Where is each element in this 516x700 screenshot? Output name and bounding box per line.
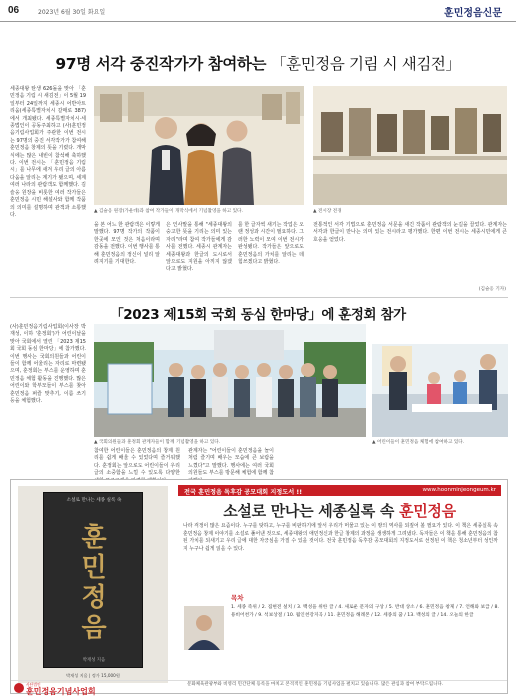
- exhibition-hall-illustration: [313, 86, 507, 205]
- ad-banner: [178, 485, 501, 496]
- author-photo: [184, 606, 224, 650]
- ad-title-prefix: 소설로 만나는 세종실록 속: [223, 502, 399, 520]
- organization-note: 문화체육관광부와 비영리 민간단체 등록을 마치고 본격적인 훈민정음 기념사업을 펼치고 있습니다. 많은 관심과 참여 부탁드립니다.: [187, 682, 444, 687]
- article2-column-1: (사)훈민정음기림사업회(이사장 박재성, 이하 '훈정회')가 어린이날을 맞아 국회에서 열린 「2023 제15회 국회 동심 한마당」에 참가했다. 이번 행사는 국회의원들과 어린이들이 함께 어울리는 자리로 마련됐으며, 훈정회는 부스를 운영하며 훈민정음 체험 활동을 진행했다. 많은 어린이와 학부모들이 부스를 찾아 훈민정음 퍼즐 맞추기, 이름 쓰기 등을 체험했다.: [10, 324, 86, 405]
- article1-photo-group: [94, 86, 304, 205]
- article1-reporter: (김슬옹 기자): [478, 287, 506, 292]
- organization-type: 사단법인: [26, 682, 41, 687]
- article1-column-2: 을 본 어느 한 관람객은 이렇게 말했다. 97명 작가의 작품이 한곳에 모인 것은 처음이라며 감동을 전했다. 이번 행사를 통해 훈민정음의 정신이 널리 알려지기를 기대한다.: [94, 222, 160, 266]
- book-cover: [43, 492, 143, 668]
- article2-column-3: 관계자는 "어린이들이 훈민정음을 놀이처럼 즐기며 배우는 모습에 큰 보람을 느꼈다"고 말했다. 행사에는 여러 국회의원들도 부스를 방문해 체험에 함께 참: [188, 448, 274, 477]
- article1-headline: [0, 52, 516, 74]
- article2-photo-booth-caption: ▲ 어린이들이 훈민정음 체험에 참여하고 있다.: [372, 440, 465, 445]
- newspaper-masthead: 훈민정음신문: [444, 8, 502, 19]
- article2-headline: 「2023 제15회 국회 동심 한마당」에 훈정회 참가: [110, 307, 406, 323]
- article1-photo-hall: [313, 86, 507, 205]
- page-number: 06: [8, 5, 20, 16]
- ad-footer: [11, 680, 507, 694]
- ad-title-emphasis: 훈민정음: [399, 502, 456, 520]
- article2-column-2: 참여한 어린이들은 훈민정음의 창제 원리를 쉽게 배울 수 있었다며 즐거워했다. 훈정회는 앞으로도 어린이들이 우리 글의 소중함을 느낄 수 있도록 다양한: [94, 448, 180, 477]
- article1-column-5: 전통적인 서각 기법으로 훈민정음 서문을 새긴 작품이 관람객의 눈길을 끌었다. 관계자는 서각과 한글이 만나는 의미 있는 전시라고 평가했다. 한편 이번 전시는 세종시민에게 큰 호응을 얻었다.: [313, 222, 507, 243]
- group-photo-illustration: [94, 86, 304, 205]
- book-cover-subtitle: 소설로 만나는 세종 실록 속: [66, 498, 122, 503]
- ad-website-link[interactable]: www.hoonminjeongeum.kr: [422, 487, 496, 493]
- book-advertisement: [10, 479, 508, 694]
- book-info: 박재성 지음 | 정가 15,000원: [66, 673, 120, 678]
- author-portrait-icon: [184, 606, 224, 650]
- ad-banner-text: 전국 훈민정음 독후감 공모대회 지정도서 !!: [184, 489, 303, 496]
- organization-name: 훈민정음기념사업회: [26, 687, 96, 696]
- article2-photo-assembly-caption: ▲ 국회의원들과 훈정회 관계자들이 함께 기념촬영을 하고 있다.: [94, 440, 221, 445]
- ad-description: 나라 걱정이 많은 요즘이다. 누구를 탓하고, 누구를 비판하기에 앞서 우리가 머물고 있는 이 땅의 역사를 되짚어 볼 필요가 있다. 이 책은 세종실록 속 훈민정음 창제 이야기를 소설로 풀어낸 것으로, 세종대왕의 애민정신과 한글 창제의 과정을 생생하게 그려냈다. 독자들은 이 책을 통해 훈민정음의 참된 가치를 되새기고 우리 글에 대한 자긍심을 가질 수 있을 것이다. 전국 훈민정음 독후감 공모대회의 지정도서로 선정된 이 책은 청소년부터 성인까지 누구나 쉽게 읽을 수 있다.: [183, 523, 498, 552]
- article1-headline-quote: 「훈민정음 기림 시 새김전」: [271, 55, 461, 73]
- article1-column-4: 를 한 글자씩 새기는 작업은 오랜 정성과 시간이 필요하다. 그러한 노력이 모여 이번 전시가 완성됐다. 작가들은 앞으로도 훈민정음의 가치를 알리는 데 힘쓰겠다고 밝혔다.: [238, 222, 304, 266]
- assembly-photo-illustration: [94, 324, 366, 437]
- article1-headline-prefix: 97명 서각 중진작가가 참여하는: [55, 55, 272, 73]
- article2-photo-assembly: [94, 324, 366, 437]
- article1-photo-group-caption: ▲ 김슬옹 원장(가운데)과 참여 작가들이 개막식에서 기념촬영을 하고 있다.: [94, 209, 243, 214]
- book-cover-title: 훈민정음: [81, 523, 107, 643]
- article1-column-1: 세종대왕 탄생 626돌을 맞아 「훈민정음 기림 시 새김전」이 5월 19일부터 24일까지 세종시 어반아트리움(세종특별자치시 갈매로 387)에서 개최됐다. 세종특별자치시·세종법인이 공동주최하고 (사)훈민정음기림사업회가 주관한 이번 전시는 97명의 중진 서각작가가 참여해 훈민정음 창제의 뜻을 기렸다. 개막식에는 많은 내빈이 참석해 축하했다. 이번 전시는 「훈민정음 기림시」를 나무에 새겨 우리 글의 아름다움을 알리는 계기가 됐으며, 세계 여러 나라의 관람객도 함께했다. 김슬옹 원장을 비롯한 여러 작가들은 훈민정음 시민 해설사와 함께 작품의 의미를 설명하며 관객과 소통했다.: [10, 86, 86, 218]
- toc-title: 목차: [231, 594, 244, 602]
- booth-photo-illustration: [372, 324, 508, 437]
- article1-photo-hall-caption: ▲ 전시장 전경: [313, 209, 342, 214]
- table-of-contents: 1. 세종 즉위 / 2. 집현전 설치 / 3. 백성을 위한 글 / 4. 새로운 문자의 구상 / 5. 반대 상소 / 6. 훈민정음 창제 / 7. 언해와 보급 / 8. 용비어천가 / 9. 석보상절 / 10. 월인천강지곡 / 11. 훈민정음 해례본 / 12. 세종의 꿈 / 13. 백성의 글 / 14. 오늘의 한글: [231, 605, 499, 618]
- book-cover-author: 박재성 지음: [82, 658, 106, 663]
- article1-column-3: 은 인사말을 통해 "세종대왕의 숭고한 뜻을 기리는 의미 있는 자리"라며 참여 작가들에게 감사를 전했다. 세종시 관계자는 세종대왕과 한글의 도시로서 앞으로도 지원을 아끼지 않겠다고 밝혔다.: [166, 222, 232, 273]
- article2-photo-booth: [372, 324, 508, 437]
- issue-date: 2023년 6월 30일 화요일: [38, 9, 106, 16]
- section-divider: [10, 297, 508, 298]
- book-cover-panel: [18, 486, 168, 683]
- organization-logo-icon: [14, 683, 24, 693]
- page-header: [0, 0, 516, 22]
- ad-title: [178, 500, 501, 521]
